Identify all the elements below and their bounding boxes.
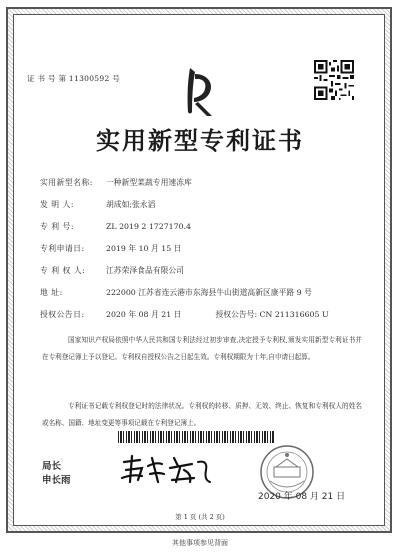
qr-code-icon: [314, 60, 354, 100]
certificate-paragraph: 国家知识产权局依照中华人民共和国专利法经过初步审查,决定授予专利权,颁发实用新型专利证书并在专利登记簿上予以登记。专利权自授权公告之日起生效。专利权期限为十年,自申请日起算。: [42, 336, 362, 361]
footer-note: 其他事项参见背面: [172, 539, 228, 547]
field-label: 专利申请日:: [40, 244, 85, 253]
cnipa-logo-icon: [168, 62, 224, 118]
handwritten-signature-icon: [118, 452, 214, 488]
field-grant-date: [40, 309, 329, 320]
grant-publication-number: 授权公告号: CN 211316605 U: [215, 310, 329, 319]
certificate-paragraph: 专利证书记载专利权登记时的法律状况。专利权的转移、质押、无效、终止、恢复和专利权人的姓名或名称、国籍、地址变更等事项记载在专利登记簿上。: [42, 402, 362, 427]
barcode: [118, 431, 274, 443]
certificate-title: 实用新型专利证书: [96, 126, 304, 155]
certificate-number: 证 书 号 第 11300592 号: [27, 74, 120, 83]
field-label: 授权公告日:: [40, 310, 85, 319]
director-title: 局长: [42, 461, 62, 472]
field-application-date: [40, 243, 181, 254]
page-number: 第 1 页 (共 2 页): [175, 513, 225, 521]
field-patent-number: [40, 221, 191, 232]
field-value: 江苏荣泽食品有限公司: [106, 266, 184, 275]
field-value: 一种新型菜蔬专用速冻库: [106, 178, 192, 187]
field-label: 发 明 人:: [40, 200, 74, 209]
field-value: 222000 江苏省连云港市东海县牛山街道高新区康平路 9 号: [106, 288, 312, 297]
issue-date: 2020 年 08 月 21 日: [258, 492, 346, 502]
field-inventor: [40, 199, 155, 210]
field-label: 专 利 权 人:: [40, 266, 86, 275]
director-name: 申长雨: [42, 475, 71, 486]
field-patentee: [40, 265, 184, 276]
field-value: 2020 年 08 月 21 日: [106, 310, 182, 319]
field-address: [40, 287, 312, 298]
field-label: 专 利 号:: [40, 222, 74, 231]
field-value: 2019 年 10 月 15 日: [106, 244, 182, 253]
field-value: 胡成如;张永滔: [106, 200, 156, 209]
field-label: 实用新型名称:: [40, 178, 93, 187]
field-label: 地 址:: [40, 288, 63, 297]
field-value: ZL 2019 2 1727170.4: [106, 222, 191, 231]
field-utility-model-name: [40, 177, 192, 188]
